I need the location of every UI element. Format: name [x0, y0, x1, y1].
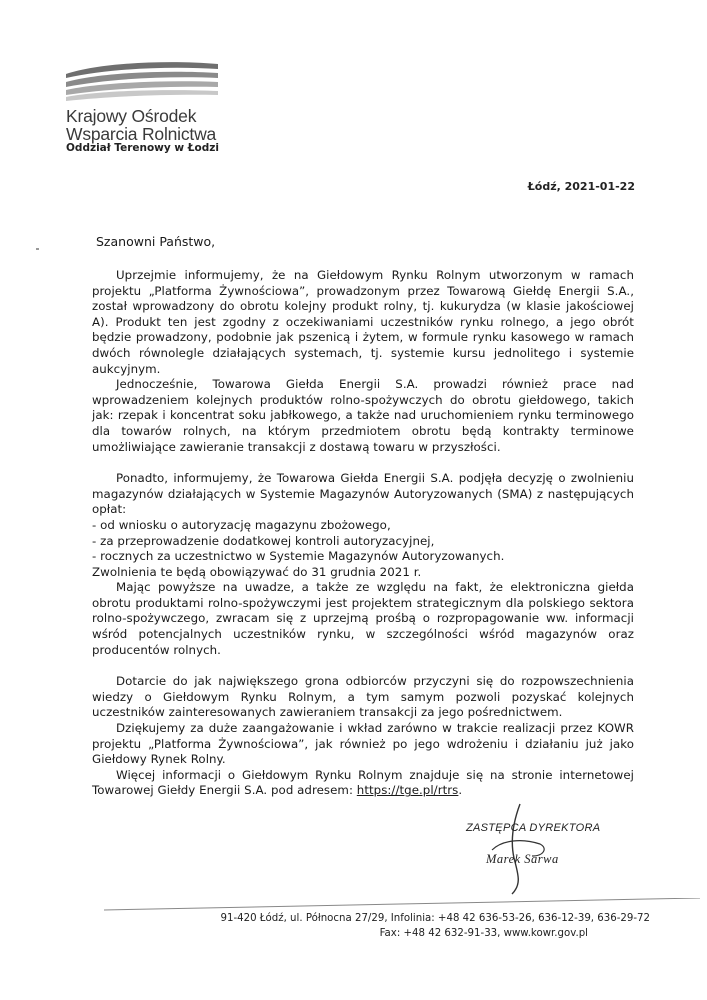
paragraph-6: Dziękujemy za duże zaangażowanie i wkład zarówno w trakcie realizacji przez KOWR projektu „Platforma Żywnościowa”, jak również po jego wdrożeniu i działaniu już jako Giełdowy Rynek Rolny. [92, 721, 634, 767]
footer-address: 91-420 Łódź, ul. Północna 27/29, Infolinia: +48 42 636-53-26, 636-12-39, 636-29-72 [220, 913, 650, 924]
paragraph-7 [92, 768, 634, 799]
signatory-name: Marek Sarwa [486, 852, 559, 866]
tge-link[interactable]: https://tge.pl/rtrs [356, 783, 459, 798]
org-name-line1: Krajowy Ośrodek [66, 106, 197, 126]
list-item: - od wniosku o autoryzację magazynu zbożowego, [92, 517, 391, 532]
paragraph-3: Ponadto, informujemy, że Towarowa Giełda Energii S.A. podjęła decyzję o zwolnieniu magazynów działających w Systemie Magazynów Autoryzowanych (SMA) z następujących opłat: [92, 471, 634, 517]
paragraph-7-end: . [458, 783, 463, 798]
letter-body [92, 268, 634, 799]
org-name-line2: Wsparcia Rolnictwa [66, 124, 217, 144]
list-item: - rocznych za uczestnictwo w Systemie Magazynów Autoryzowanych. [92, 549, 505, 564]
kowr-logo-icon [62, 60, 222, 102]
footer-divider [104, 898, 700, 912]
paragraph-4: Mając powyższe na uwadze, a także ze względu na fakt, że elektroniczna giełda obrotu produktami rolno-spożywczymi jest projektem strategicznym dla polskiego sektora rolno-spożywczego, zwracam się z uprzejmą prośbą o rozpropagowanie ww. informacji wśród potencjalnych uczestników rynku, w szczególności wśród magazynów oraz producentów rolnych. [92, 580, 634, 657]
letter-date: Łódź, 2021-01-22 [527, 180, 635, 193]
list-item: - za przeprowadzenie dodatkowej kontroli autoryzacyjnej, [92, 533, 435, 548]
paragraph-5: Dotarcie do jak największego grona odbiorców przyczyni się do rozpowszechnienia wiedzy o Giełdowym Rynku Rolnym, a tym samym pozwoli pozyskać kolejnych uczestników zainteresowanych zawieraniem transakcji za jego pośrednictwem. [92, 674, 634, 720]
paragraph-7-text: Więcej informacji o Giełdowym Rynku Rolnym znajduje się na stronie internetowej Towarowej Giełdy Energii S.A. pod adresem: [92, 767, 634, 798]
signatory-title: ZASTĘPCA DYREKTORA [466, 822, 601, 834]
greeting: Szanowni Państwo, [96, 234, 216, 249]
scan-speck [36, 248, 39, 250]
handwritten-signature-icon [452, 800, 592, 896]
paragraph-2: Jednocześnie, Towarowa Giełda Energii S.A. prowadzi również prace nad wprowadzeniem kolejnych produktów rolno-spożywczych do obrotu giełdowego, takich jak: rzepak i koncentrat soku jabłkowego, a także nad uruchomieniem rynku terminowego dla towarów rolnych, na którym przedmiotem obrotu będą kontrakty terminowe umożliwiające zawieranie transakcji z dostawą towaru w przyszłości. [92, 377, 634, 454]
paragraph-3-end: Zwolnienia te będą obowiązywać do 31 grudnia 2021 r. [92, 564, 422, 579]
paragraph-1: Uprzejmie informujemy, że na Giełdowym Rynku Rolnym utworzonym w ramach projektu „Platforma Żywnościowa”, prowadzonym przez Towarową Giełdę Energii S.A., został wprowadzony do obrotu kolejny produkt rolny, tj. kukurydza (w klasie jakościowej A). Produkt ten jest zgodny z oczekiwaniami uczestników rynku rolnego, a jego obrót będzie prowadzony, podobnie jak pszenicą i żytem, w formule rynku kasowego w ramach dwóch równolegle działających systemach, tj. systemie kursu jednolitego i systemie aukcyjnym. [92, 268, 634, 376]
branch-name: Oddział Terenowy w Łodzi [66, 142, 219, 154]
footer-fax: Fax: +48 42 632-91-33, www.kowr.gov.pl [379, 928, 588, 939]
